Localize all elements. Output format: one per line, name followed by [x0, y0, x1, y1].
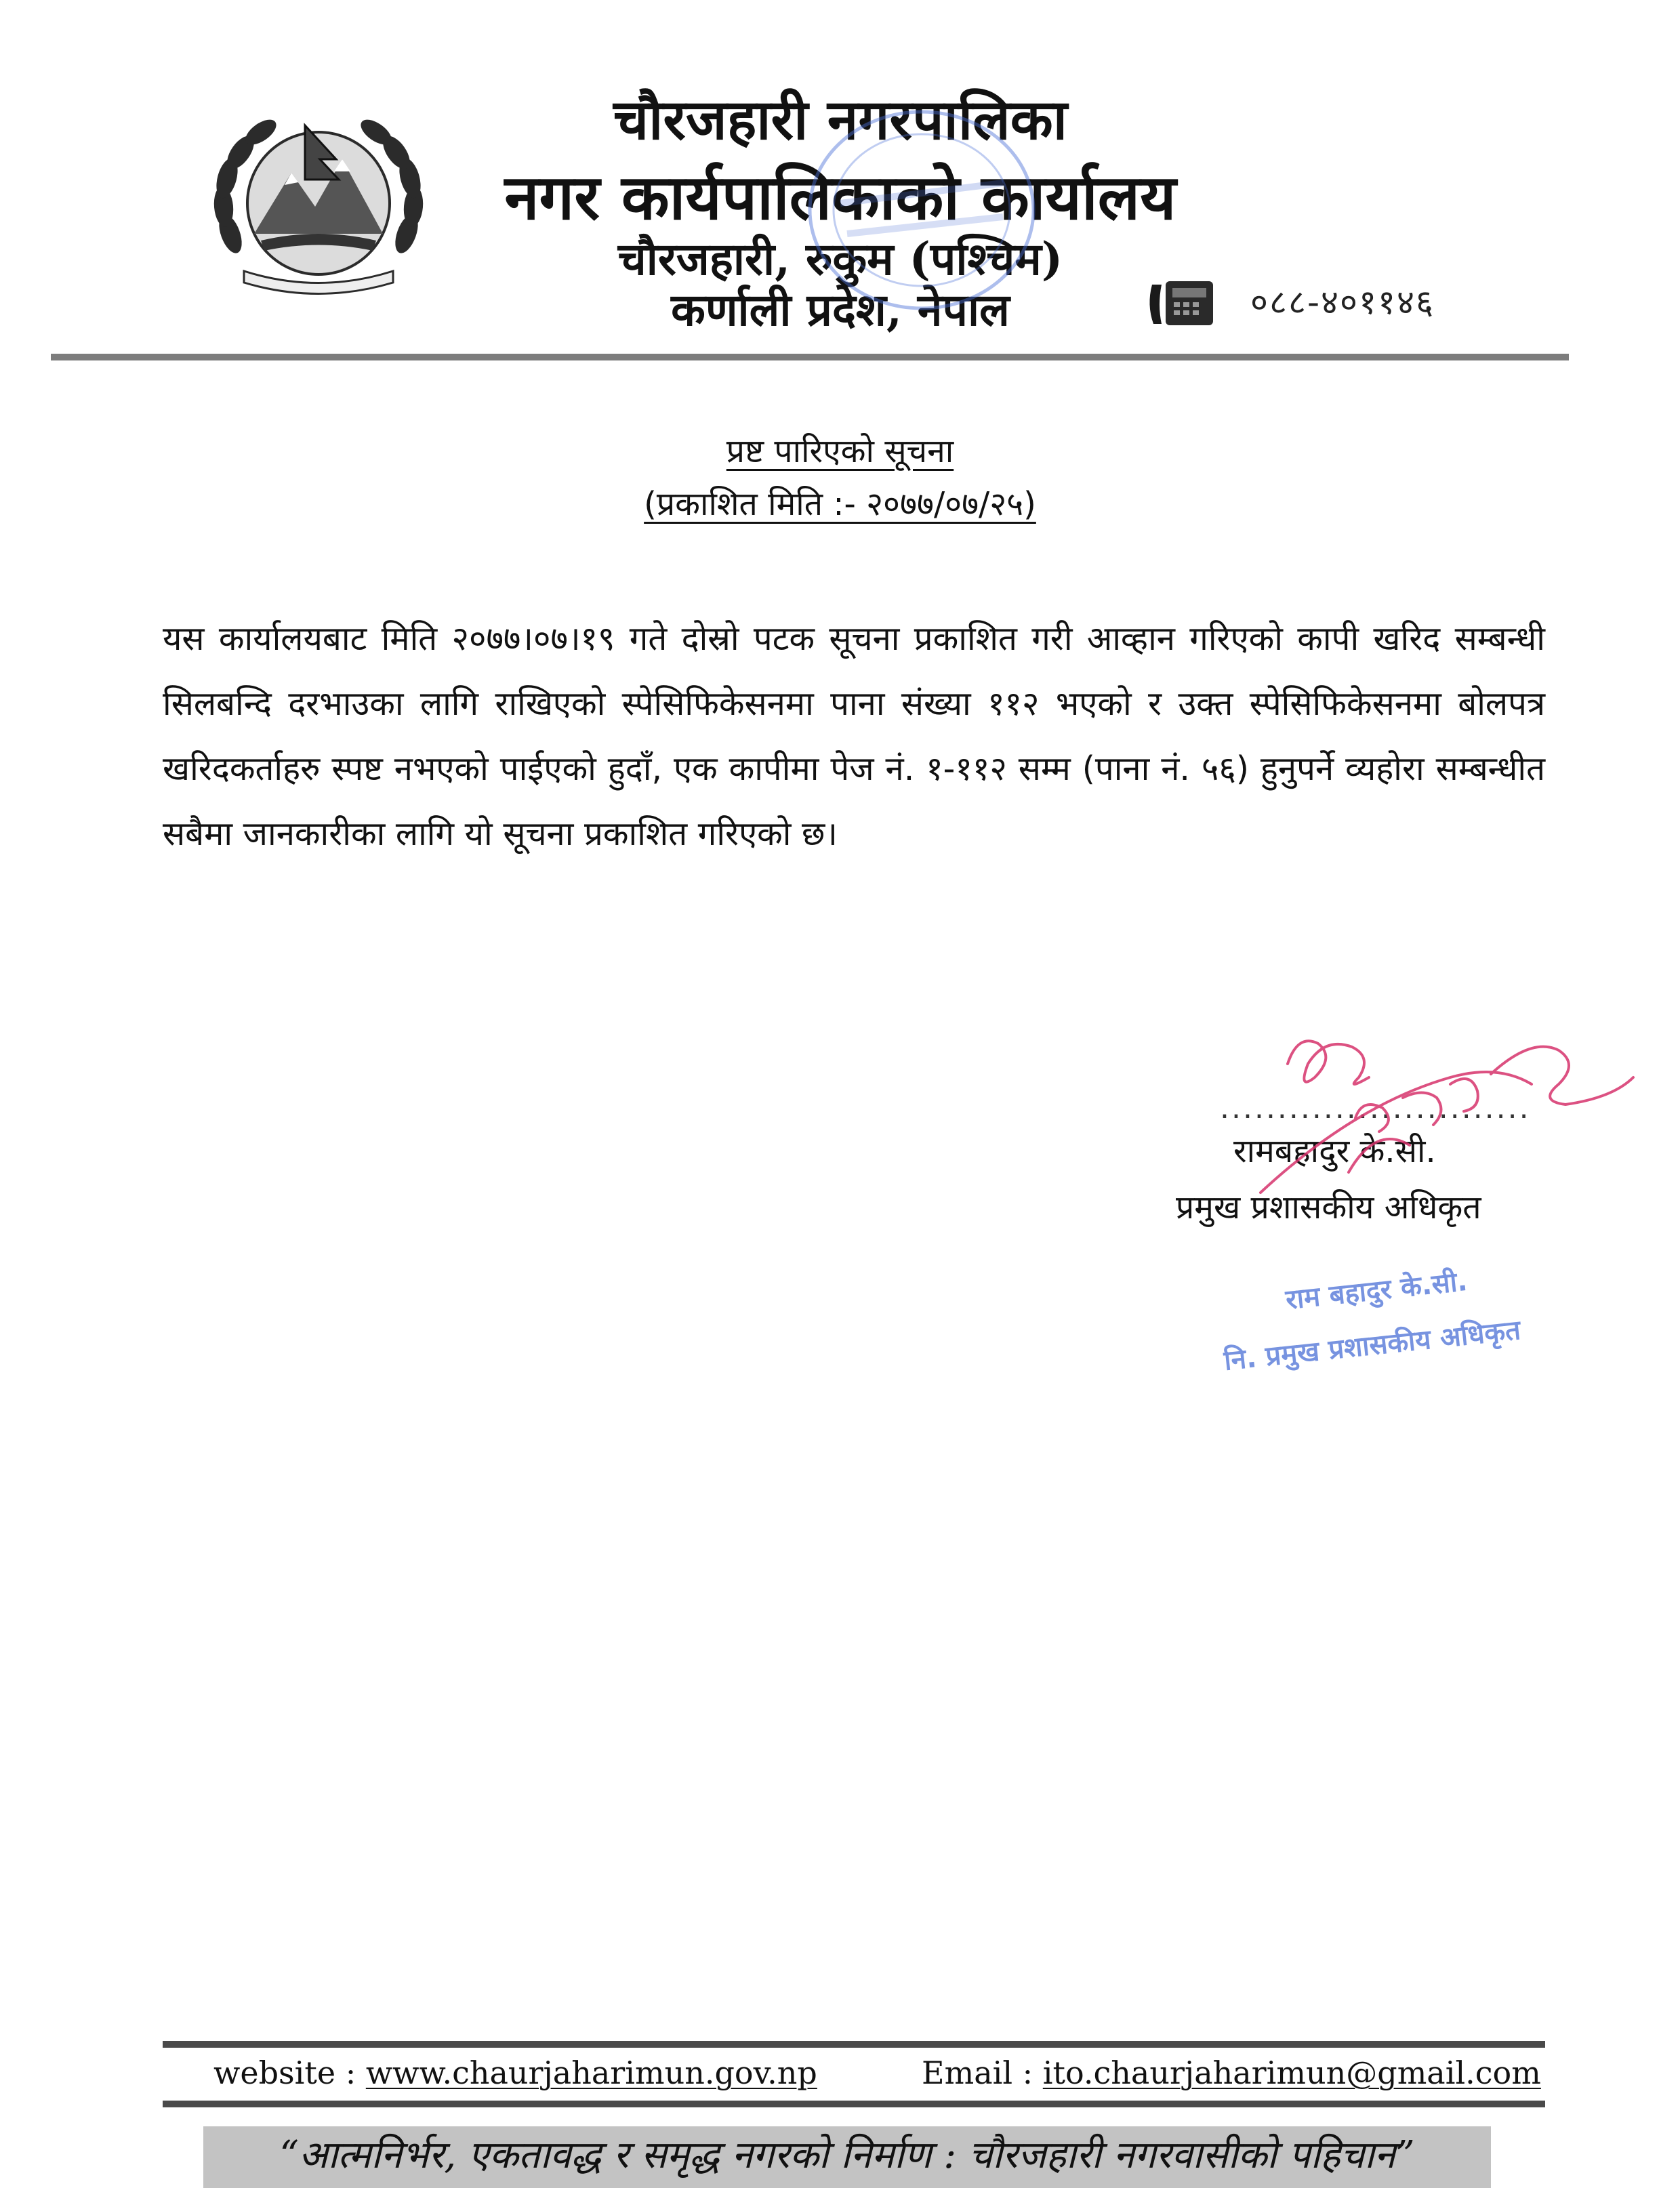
email-label: Email :: [922, 2055, 1043, 2091]
phone-number: ०८८-४०११४६: [1250, 283, 1435, 322]
office-name: नगर कार्यपालिकाको कार्यालय: [504, 161, 1176, 234]
footer-divider-top: [163, 2041, 1545, 2048]
website-label: website :: [213, 2055, 366, 2091]
publish-date-text: (प्रकाशित मिति :- २०७७/०७/२५): [644, 485, 1036, 523]
nepal-government-emblem-icon: [203, 98, 434, 295]
footer-divider-bottom: [163, 2101, 1545, 2107]
stamp-line-1: राम बहादुर के.सी.: [1284, 1265, 1469, 1316]
email-block: [922, 2055, 1541, 2091]
notice-title: [0, 428, 1680, 472]
publish-date: [0, 481, 1680, 525]
header-divider: [51, 354, 1569, 360]
officer-rubber-stamp: [1213, 1233, 1579, 1389]
slogan: “आत्मनिर्भर, एकतावद्ध र समृद्ध नगरको निर्माण : चौरजहारी नगरवासीको पहिचान”: [279, 2133, 1415, 2177]
stamp-line-2: नि. प्रमुख प्रशासकीय अधिकृत: [1222, 1315, 1522, 1377]
address-line-1: चौरजहारी, रुकुम (पश्चिम): [617, 232, 1063, 285]
signatory-name: रामबहादुर के.सी.: [1233, 1132, 1436, 1170]
address-line-2: कर्णाली प्रदेश, नेपाल: [671, 283, 1010, 336]
email-link[interactable]: ito.chaurjaharimun@gmail.com: [1042, 2055, 1541, 2091]
signatory-title: प्रमुख प्रशासकीय अधिकृत: [1176, 1189, 1481, 1226]
org-name: चौरजहारी नगरपालिका: [613, 87, 1067, 152]
website-link[interactable]: www.chaurjaharimun.gov.np: [365, 2055, 817, 2091]
notice-body: यस कार्यालयबाट मिति २०७७।०७।१९ गते दोस्रो पटक सूचना प्रकाशित गरी आव्हान गरिएको कापी खरिद सम्बन्धी सिलबन्दि दरभाउका लागि राखिएको स्पेसिफिकेसनमा पाना संख्या ११२ भएको र उक्त स्पेसिफिकेसनमा बोलपत्र खरिदकर्ताहरु स्पष्ट नभएको पाईएको हुदाँ, एक कापीमा पेज नं. १-११२ सम्म (पाना नं. ५६) हुनुपर्ने व्यहोरा सम्बन्धीत सबैमा जानकारीका लागि यो सूचना प्रकाशित गरिएको छ।: [163, 619, 1545, 853]
signature-line: ...........................: [1220, 1091, 1531, 1126]
website-block: [213, 2055, 817, 2091]
notice-title-text: प्रष्ट पारिएको सूचना: [726, 432, 954, 470]
office-seal-stamp-icon: [800, 102, 1044, 318]
telephone-icon: [1145, 271, 1220, 332]
